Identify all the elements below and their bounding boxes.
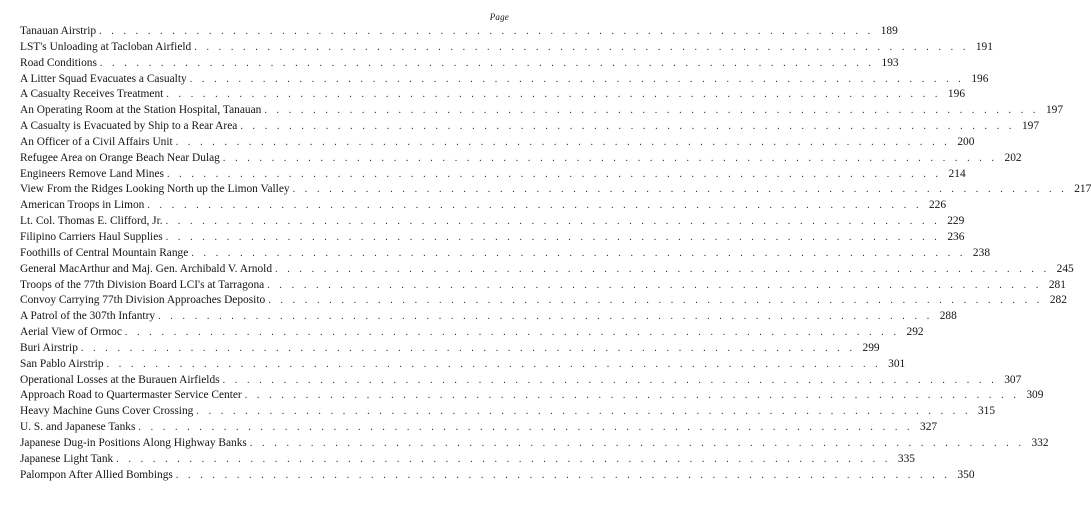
dot-leader: . . . . . . . . . . . . . . . . . . . . . . . . . . . . . . . . . . . . . . . . . . . . . . . . . . . . . . . . . . . . . . . .: [292, 184, 1068, 196]
entry-page-number: 299: [862, 341, 880, 354]
toc-entry: [20, 167, 966, 183]
toc-entry: [20, 373, 1022, 389]
toc-entry: [20, 119, 1040, 135]
entry-title: Troops of the 77th Division Board LCI's at Tarragona: [20, 278, 265, 291]
entry-title: An Operating Room at the Station Hospital, Tanauan: [20, 104, 262, 117]
dot-leader: . . . . . . . . . . . . . . . . . . . . . . . . . . . . . . . . . . . . . . . . . . . . . . . . . . . . . . . . . . . . . . . .: [166, 168, 942, 180]
entry-page-number: 189: [880, 25, 898, 37]
toc-entry: [20, 182, 1091, 198]
toc-entry: [20, 357, 906, 373]
dot-leader: . . . . . . . . . . . . . . . . . . . . . . . . . . . . . . . . . . . . . . . . . . . . . . . . . . . . . . . . . . . . . . . .: [106, 358, 882, 370]
entry-title: Japanese Light Tank: [20, 452, 114, 465]
entry-page-number: 335: [897, 452, 915, 465]
entry-title: Palompon After Allied Bombings: [20, 468, 173, 481]
entry-page-number: 197: [1021, 120, 1040, 133]
dot-leader: . . . . . . . . . . . . . . . . . . . . . . . . . . . . . . . . . . . . . . . . . . . . . . . . . . . . . . . . . . . . . . . .: [80, 342, 856, 354]
dot-leader: . . . . . . . . . . . . . . . . . . . . . . . . . . . . . . . . . . . . . . . . . . . . . . . . . . . . . . . . . . . . . . . .: [147, 200, 923, 212]
entry-page-number: 226: [928, 199, 947, 212]
entry-page-number: 327: [920, 421, 938, 434]
entry-page-number: 292: [906, 326, 924, 339]
toc-entry: [20, 24, 898, 40]
toc-entry: [20, 151, 1022, 167]
toc-entry: [20, 468, 975, 484]
dot-leader: . . . . . . . . . . . . . . . . . . . . . . . . . . . . . . . . . . . . . . . . . . . . . . . . . . . . . . . . . . . . . . . .: [264, 105, 1040, 117]
toc-entry: [20, 214, 965, 230]
dot-leader: . . . . . . . . . . . . . . . . . . . . . . . . . . . . . . . . . . . . . . . . . . . . . . . . . . . . . . . . . . . . . . . .: [124, 327, 900, 339]
entry-page-number: 193: [881, 56, 899, 69]
entry-title: Tanauan Airstrip: [20, 25, 97, 37]
entry-page-number: 202: [1004, 151, 1022, 164]
entry-title: A Casualty is Evacuated by Ship to a Rear Area: [20, 120, 238, 133]
entry-title: U. S. and Japanese Tanks: [20, 421, 136, 434]
entry-title: Aerial View of Ormoc: [20, 326, 122, 339]
dot-leader: . . . . . . . . . . . . . . . . . . . . . . . . . . . . . . . . . . . . . . . . . . . . . . . . . . . . . . . . . . . . . . . .: [99, 57, 875, 69]
entry-page-number: 214: [948, 167, 966, 180]
toc-entry: [20, 40, 993, 56]
dot-leader: . . . . . . . . . . . . . . . . . . . . . . . . . . . . . . . . . . . . . . . . . . . . . . . . . . . . . . . . . . . . . . . .: [194, 41, 969, 53]
entry-page-number: 282: [1049, 294, 1067, 307]
toc-entry: [20, 404, 996, 420]
toc-entry: [20, 262, 1074, 278]
dot-leader: . . . . . . . . . . . . . . . . . . . . . . . . . . . . . . . . . . . . . . . . . . . . . . . . . . . . . . . . . . . . . . . .: [222, 374, 998, 386]
entry-page-number: 197: [1045, 104, 1064, 117]
dot-leader: . . . . . . . . . . . . . . . . . . . . . . . . . . . . . . . . . . . . . . . . . . . . . . . . . . . . . . . . . . . . . . . .: [158, 311, 933, 323]
entry-page-number: 238: [972, 246, 991, 259]
toc-entry: [20, 420, 938, 436]
toc-entry: [20, 103, 1064, 119]
dot-leader: . . . . . . . . . . . . . . . . . . . . . . . . . . . . . . . . . . . . . . . . . . . . . . . . . . . . . . . . . . . . . . . .: [138, 422, 914, 434]
dot-leader: . . . . . . . . . . . . . . . . . . . . . . . . . . . . . . . . . . . . . . . . . . . . . . . . . . . . . . . . . . . . . . . .: [189, 73, 965, 85]
dot-leader: . . . . . . . . . . . . . . . . . . . . . . . . . . . . . . . . . . . . . . . . . . . . . . . . . . . . . . . . . . . . . . . .: [240, 121, 1016, 133]
entry-title: Lt. Col. Thomas E. Clifford, Jr.: [20, 215, 163, 228]
entry-title: A Litter Squad Evacuates a Casualty: [20, 72, 187, 85]
toc-entry: [20, 436, 1049, 452]
entry-page-number: 236: [947, 230, 965, 243]
entry-title: Road Conditions: [20, 56, 97, 69]
entry-title: American Troops in Limon: [20, 199, 145, 212]
entry-title: Filipino Carriers Haul Supplies: [20, 230, 163, 243]
entry-page-number: 200: [957, 135, 975, 148]
entry-page-number: 245: [1056, 262, 1074, 275]
dot-leader: . . . . . . . . . . . . . . . . . . . . . . . . . . . . . . . . . . . . . . . . . . . . . . . . . . . . . . . . . . . . . . . .: [249, 437, 1025, 449]
dot-leader: . . . . . . . . . . . . . . . . . . . . . . . . . . . . . . . . . . . . . . . . . . . . . . . . . . . . . . . . . . . . . . . .: [244, 390, 1020, 402]
entry-title: LST's Unloading at Tacloban Airfield: [20, 40, 192, 53]
entry-title: An Officer of a Civil Affairs Unit: [20, 135, 173, 148]
entry-title: Foothills of Central Mountain Range: [20, 246, 189, 259]
entry-page-number: 196: [971, 72, 989, 85]
dot-leader: . . . . . . . . . . . . . . . . . . . . . . . . . . . . . . . . . . . . . . . . . . . . . . . . . . . . . . . . . . . . . . . .: [275, 263, 1050, 275]
entry-page-number: 196: [947, 88, 966, 101]
illustrations-list: [20, 24, 1091, 483]
toc-entry: [20, 230, 965, 246]
entry-page-number: 309: [1026, 389, 1044, 402]
dot-leader: . . . . . . . . . . . . . . . . . . . . . . . . . . . . . . . . . . . . . . . . . . . . . . . . . . . . . . . . . . . . . . . .: [175, 469, 951, 481]
dot-leader: . . . . . . . . . . . . . . . . . . . . . . . . . . . . . . . . . . . . . . . . . . . . . . . . . . . . . . . . . . . . . . . .: [99, 26, 874, 37]
entry-page-number: 350: [957, 468, 975, 481]
entry-title: A Casualty Receives Treatment: [20, 88, 164, 101]
entry-page-number: 217: [1074, 183, 1091, 196]
toc-entry: [20, 452, 915, 468]
entry-page-number: 229: [947, 215, 965, 228]
toc-entry: [20, 293, 1067, 309]
dot-leader: . . . . . . . . . . . . . . . . . . . . . . . . . . . . . . . . . . . . . . . . . . . . . . . . . . . . . . . . . . . . . . . .: [165, 216, 941, 228]
entry-title: Convoy Carrying 77th Division Approaches Deposito: [20, 294, 266, 307]
dot-leader: . . . . . . . . . . . . . . . . . . . . . . . . . . . . . . . . . . . . . . . . . . . . . . . . . . . . . . . . . . . . . . . .: [191, 247, 967, 259]
toc-entry: [20, 87, 966, 103]
page-column-heading: Page: [489, 12, 509, 22]
entry-title: General MacArthur and Maj. Gen. Archibald V. Arnold: [20, 262, 273, 275]
dot-leader: . . . . . . . . . . . . . . . . . . . . . . . . . . . . . . . . . . . . . . . . . . . . . . . . . . . . . . . . . . . . . . . .: [268, 295, 1043, 307]
dot-leader: . . . . . . . . . . . . . . . . . . . . . . . . . . . . . . . . . . . . . . . . . . . . . . . . . . . . . . . . . . . . . . . .: [222, 152, 998, 164]
entry-title: Refugee Area on Orange Beach Near Dulag: [20, 151, 220, 164]
entry-page-number: 332: [1031, 436, 1049, 449]
toc-entry: [20, 278, 1066, 294]
entry-title: A Patrol of the 307th Infantry: [20, 310, 156, 323]
entry-title: Japanese Dug-in Positions Along Highway Banks: [20, 436, 247, 449]
toc-entry: [20, 135, 975, 151]
toc-entry: [20, 325, 924, 341]
dot-leader: . . . . . . . . . . . . . . . . . . . . . . . . . . . . . . . . . . . . . . . . . . . . . . . . . . . . . . . . . . . . . . . .: [116, 453, 891, 465]
entry-title: San Pablo Airstrip: [20, 357, 104, 370]
toc-entry: [20, 56, 899, 72]
toc-entry: [20, 388, 1044, 404]
dot-leader: . . . . . . . . . . . . . . . . . . . . . . . . . . . . . . . . . . . . . . . . . . . . . . . . . . . . . . . . . . . . . . . .: [267, 279, 1042, 291]
entry-title: Operational Losses at the Burauen Airfields: [20, 373, 220, 386]
dot-leader: . . . . . . . . . . . . . . . . . . . . . . . . . . . . . . . . . . . . . . . . . . . . . . . . . . . . . . . . . . . . . . . .: [166, 89, 942, 101]
entry-title: Buri Airstrip: [20, 341, 78, 354]
entry-page-number: 301: [888, 357, 906, 370]
toc-entry: [20, 198, 947, 214]
dot-leader: . . . . . . . . . . . . . . . . . . . . . . . . . . . . . . . . . . . . . . . . . . . . . . . . . . . . . . . . . . . . . . . .: [196, 406, 972, 418]
entry-page-number: 307: [1004, 373, 1022, 386]
toc-entry: [20, 341, 880, 357]
entry-title: Approach Road to Quartermaster Service Center: [20, 389, 242, 402]
entry-title: Heavy Machine Guns Cover Crossing: [20, 405, 194, 418]
entry-page-number: 315: [977, 405, 996, 418]
entry-title: View From the Ridges Looking North up the Limon Valley: [20, 183, 290, 196]
toc-entry: [20, 309, 957, 325]
toc-entry: [20, 246, 991, 262]
dot-leader: . . . . . . . . . . . . . . . . . . . . . . . . . . . . . . . . . . . . . . . . . . . . . . . . . . . . . . . . . . . . . . . .: [165, 231, 941, 243]
entry-title: Engineers Remove Land Mines: [20, 167, 164, 180]
entry-page-number: 191: [975, 40, 993, 53]
dot-leader: . . . . . . . . . . . . . . . . . . . . . . . . . . . . . . . . . . . . . . . . . . . . . . . . . . . . . . . . . . . . . . . .: [175, 136, 951, 148]
entry-page-number: 281: [1048, 278, 1066, 291]
entry-page-number: 288: [939, 310, 957, 323]
toc-entry: [20, 72, 989, 88]
